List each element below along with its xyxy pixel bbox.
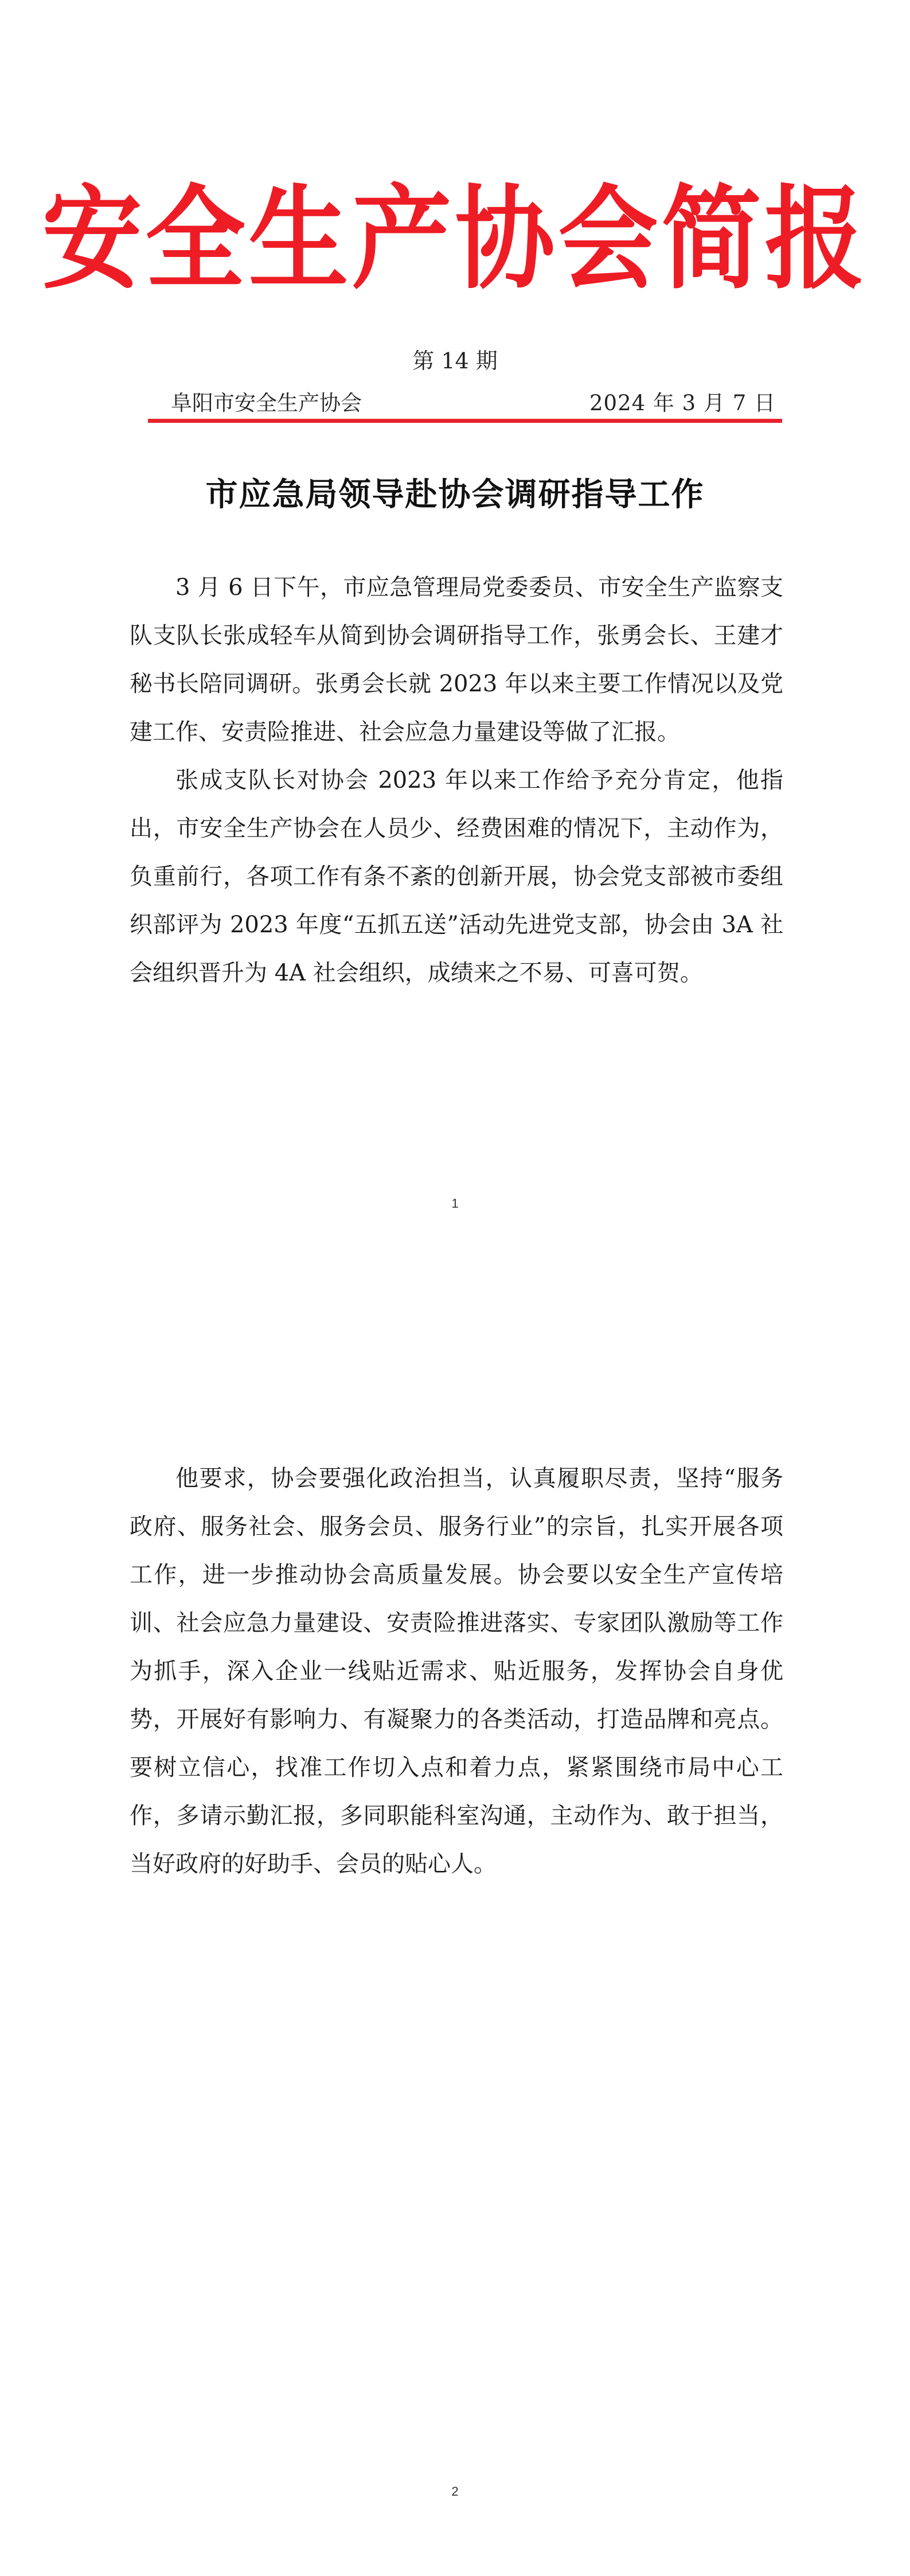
publisher-organization: 阜阳市安全生产协会 xyxy=(171,391,362,415)
page-number: 2 xyxy=(451,2484,459,2499)
article-body-page2 xyxy=(130,1454,783,1888)
article-body-page1 xyxy=(130,563,783,997)
paragraph-3: 他要求，协会要强化政治担当，认真履职尽责，坚持“服务政府、服务社会、服务会员、服务行业”的宗旨，扎实开展各项工作，进一步推动协会高质量发展。协会要以安全生产宣传培训、社会应急力量建设、安责险推进落实、专家团队激励等工作为抓手，深入企业一线贴近需求、贴近服务，发挥协会自身优势，开展好有影响力、有凝聚力的各类活动，打造品牌和亮点。要树立信心，找准工作切入点和着力点，紧紧围绕市局中心工作，多请示勤汇报，多同职能科室沟通，主动作为、敢于担当，当好政府的好助手、会员的贴心人。 xyxy=(130,1465,783,1877)
page-number: 1 xyxy=(451,1196,459,1211)
publication-date: 2024 年 3 月 7 日 xyxy=(589,391,776,415)
article-headline: 市应急局领导赴协会调研指导工作 xyxy=(205,476,705,513)
red-divider-line xyxy=(148,419,782,423)
page-2 xyxy=(0,1288,910,2576)
bulletin-masthead-title: 安全生产协会简报 xyxy=(42,173,868,305)
issue-number: 第 14 期 xyxy=(412,348,498,373)
paragraph-2: 张成支队长对协会 2023 年以来工作给予充分肯定，他指出，市安全生产协会在人员少、经费困难的情况下，主动作为，负重前行，各项工作有条不紊的创新开展，协会党支部被市委组织部评为 2023 年度“五抓五送”活动先进党支部，协会由 3A 社会组织晋升为 4A 社会组织，成绩来之不易、可喜可贺。 xyxy=(130,767,783,986)
paragraph-1: 3 月 6 日下午，市应急管理局党委委员、市安全生产监察支队支队长张成轻车从简到协会调研指导工作，张勇会长、王建才秘书长陪同调研。张勇会长就 2023 年以来主要工作情况以及党建工作、安责险推进、社会应急力量建设等做了汇报。 xyxy=(130,574,783,745)
